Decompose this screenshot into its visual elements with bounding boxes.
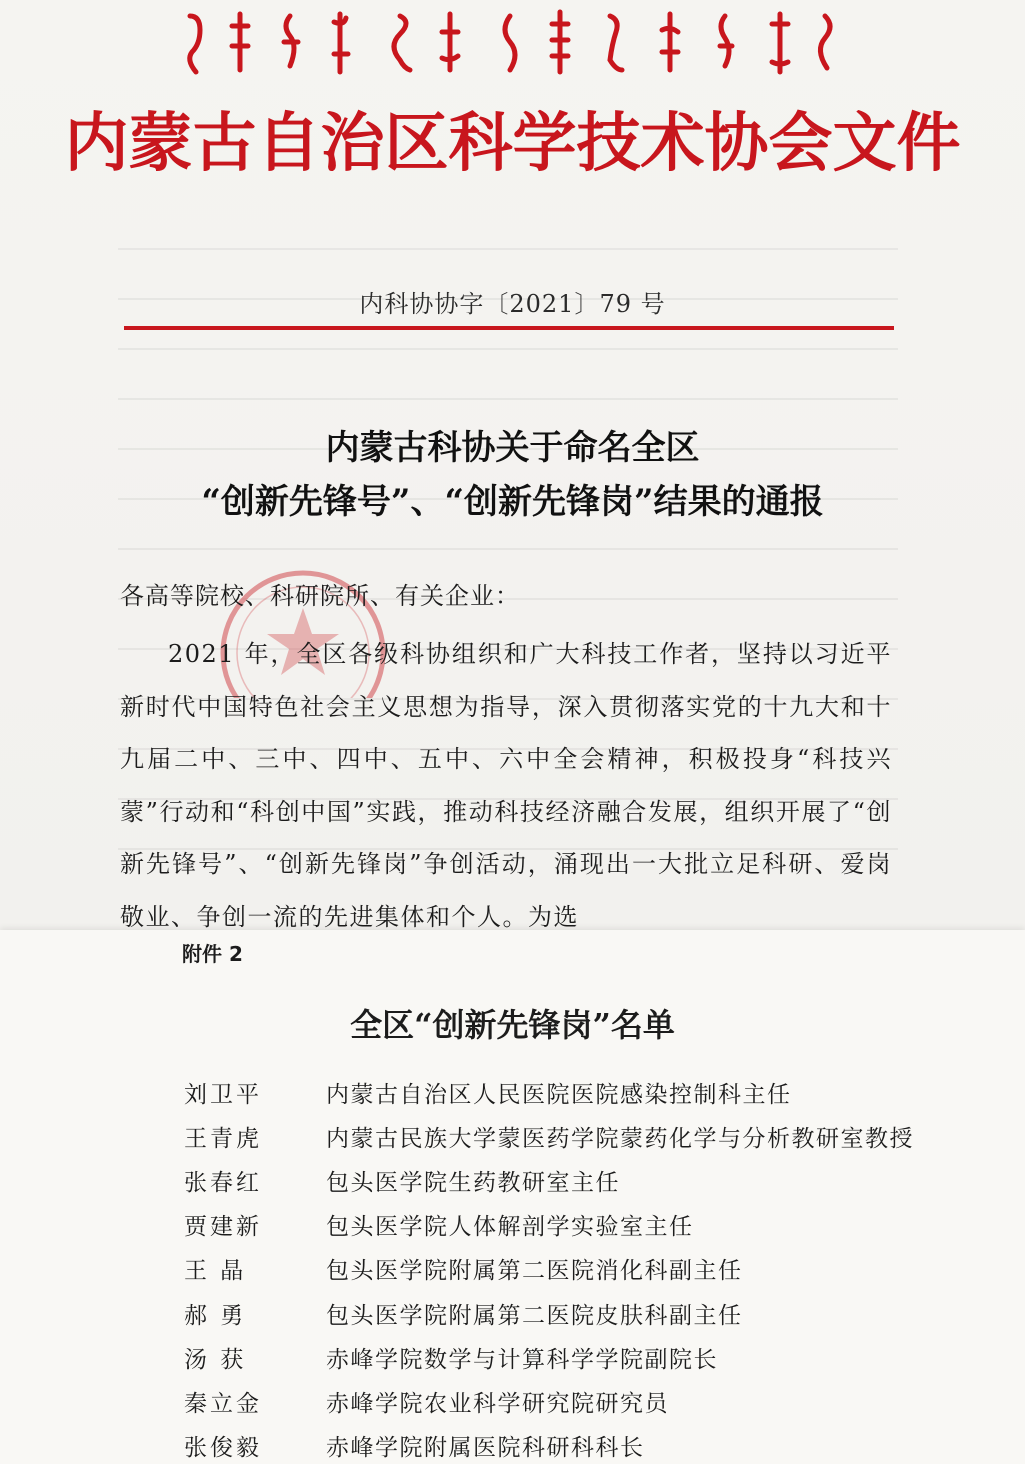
person-unit: 内蒙古自治区人民医院医院感染控制科主任	[326, 1081, 792, 1108]
person-unit: 赤峰学院附属医院科研科科长	[326, 1435, 645, 1462]
person-name: 王青虎	[184, 1125, 262, 1152]
notice-title-line-1: 内蒙古科协关于命名全区	[325, 428, 700, 468]
list-item	[184, 1335, 984, 1379]
mongolian-script-logo	[180, 6, 840, 82]
person-name: 刘卫平	[184, 1081, 262, 1108]
person-name: 汤 获	[184, 1346, 247, 1373]
list-item	[184, 1291, 984, 1335]
person-unit: 包头医学院附属第二医院消化科副主任	[326, 1258, 743, 1285]
person-unit: 包头医学院人体解剖学实验室主任	[326, 1214, 694, 1241]
person-name: 贾建新	[184, 1214, 262, 1241]
person-name: 王 晶	[184, 1258, 247, 1285]
notice-body: 2021 年，全区各级科协组织和广大科技工作者，坚持以习近平新时代中国特色社会主义思想为指导，深入贯彻落实党的十九大和十九届二中、三中、四中、五中、六中全会精神，积极投身“科技兴蒙”行动和“科创中国”实践，推动科技经济融合发展，组织开展了“创新先锋号”、“创新先锋岗”争创活动，涌现出一大批立足科研、爱岗敬业、争创一流的先进集体和个人。为选	[120, 640, 892, 930]
list-item	[184, 1247, 984, 1291]
list-item	[184, 1203, 984, 1247]
list-item	[184, 1114, 984, 1158]
person-unit: 赤峰学院数学与计算科学学院副院长	[326, 1346, 718, 1373]
list-title: 全区“创新先锋岗”名单	[350, 1006, 675, 1044]
notice-title-line-2: “创新先锋号”、“创新先锋岗”结果的通报	[201, 482, 824, 522]
attachment-page	[0, 930, 1025, 1464]
person-unit: 赤峰学院农业科学研究院研究员	[326, 1390, 669, 1417]
list-item	[184, 1070, 984, 1114]
person-unit: 包头医学院附属第二医院皮肤科副主任	[326, 1302, 743, 1329]
person-name: 张春红	[184, 1169, 262, 1196]
person-unit: 包头医学院生药教研室主任	[326, 1169, 620, 1196]
roster	[184, 1070, 984, 1464]
list-item	[184, 1158, 984, 1202]
person-name: 张俊毅	[184, 1435, 262, 1462]
attachment-label: 附件 2	[182, 942, 243, 966]
red-divider	[124, 326, 894, 330]
person-unit: 内蒙古民族大学蒙医药学院蒙药化学与分析教研室教授	[326, 1125, 914, 1152]
salutation: 各高等院校、科研院所、有关企业：	[120, 582, 520, 610]
list-item	[184, 1379, 984, 1423]
document-number: 内科协协字〔2021〕79 号	[359, 290, 666, 318]
org-title: 内蒙古自治区科学技术协会文件	[64, 107, 961, 181]
list-item	[184, 1424, 984, 1464]
person-name: 秦立金	[184, 1390, 262, 1417]
person-name: 郝 勇	[184, 1302, 247, 1329]
